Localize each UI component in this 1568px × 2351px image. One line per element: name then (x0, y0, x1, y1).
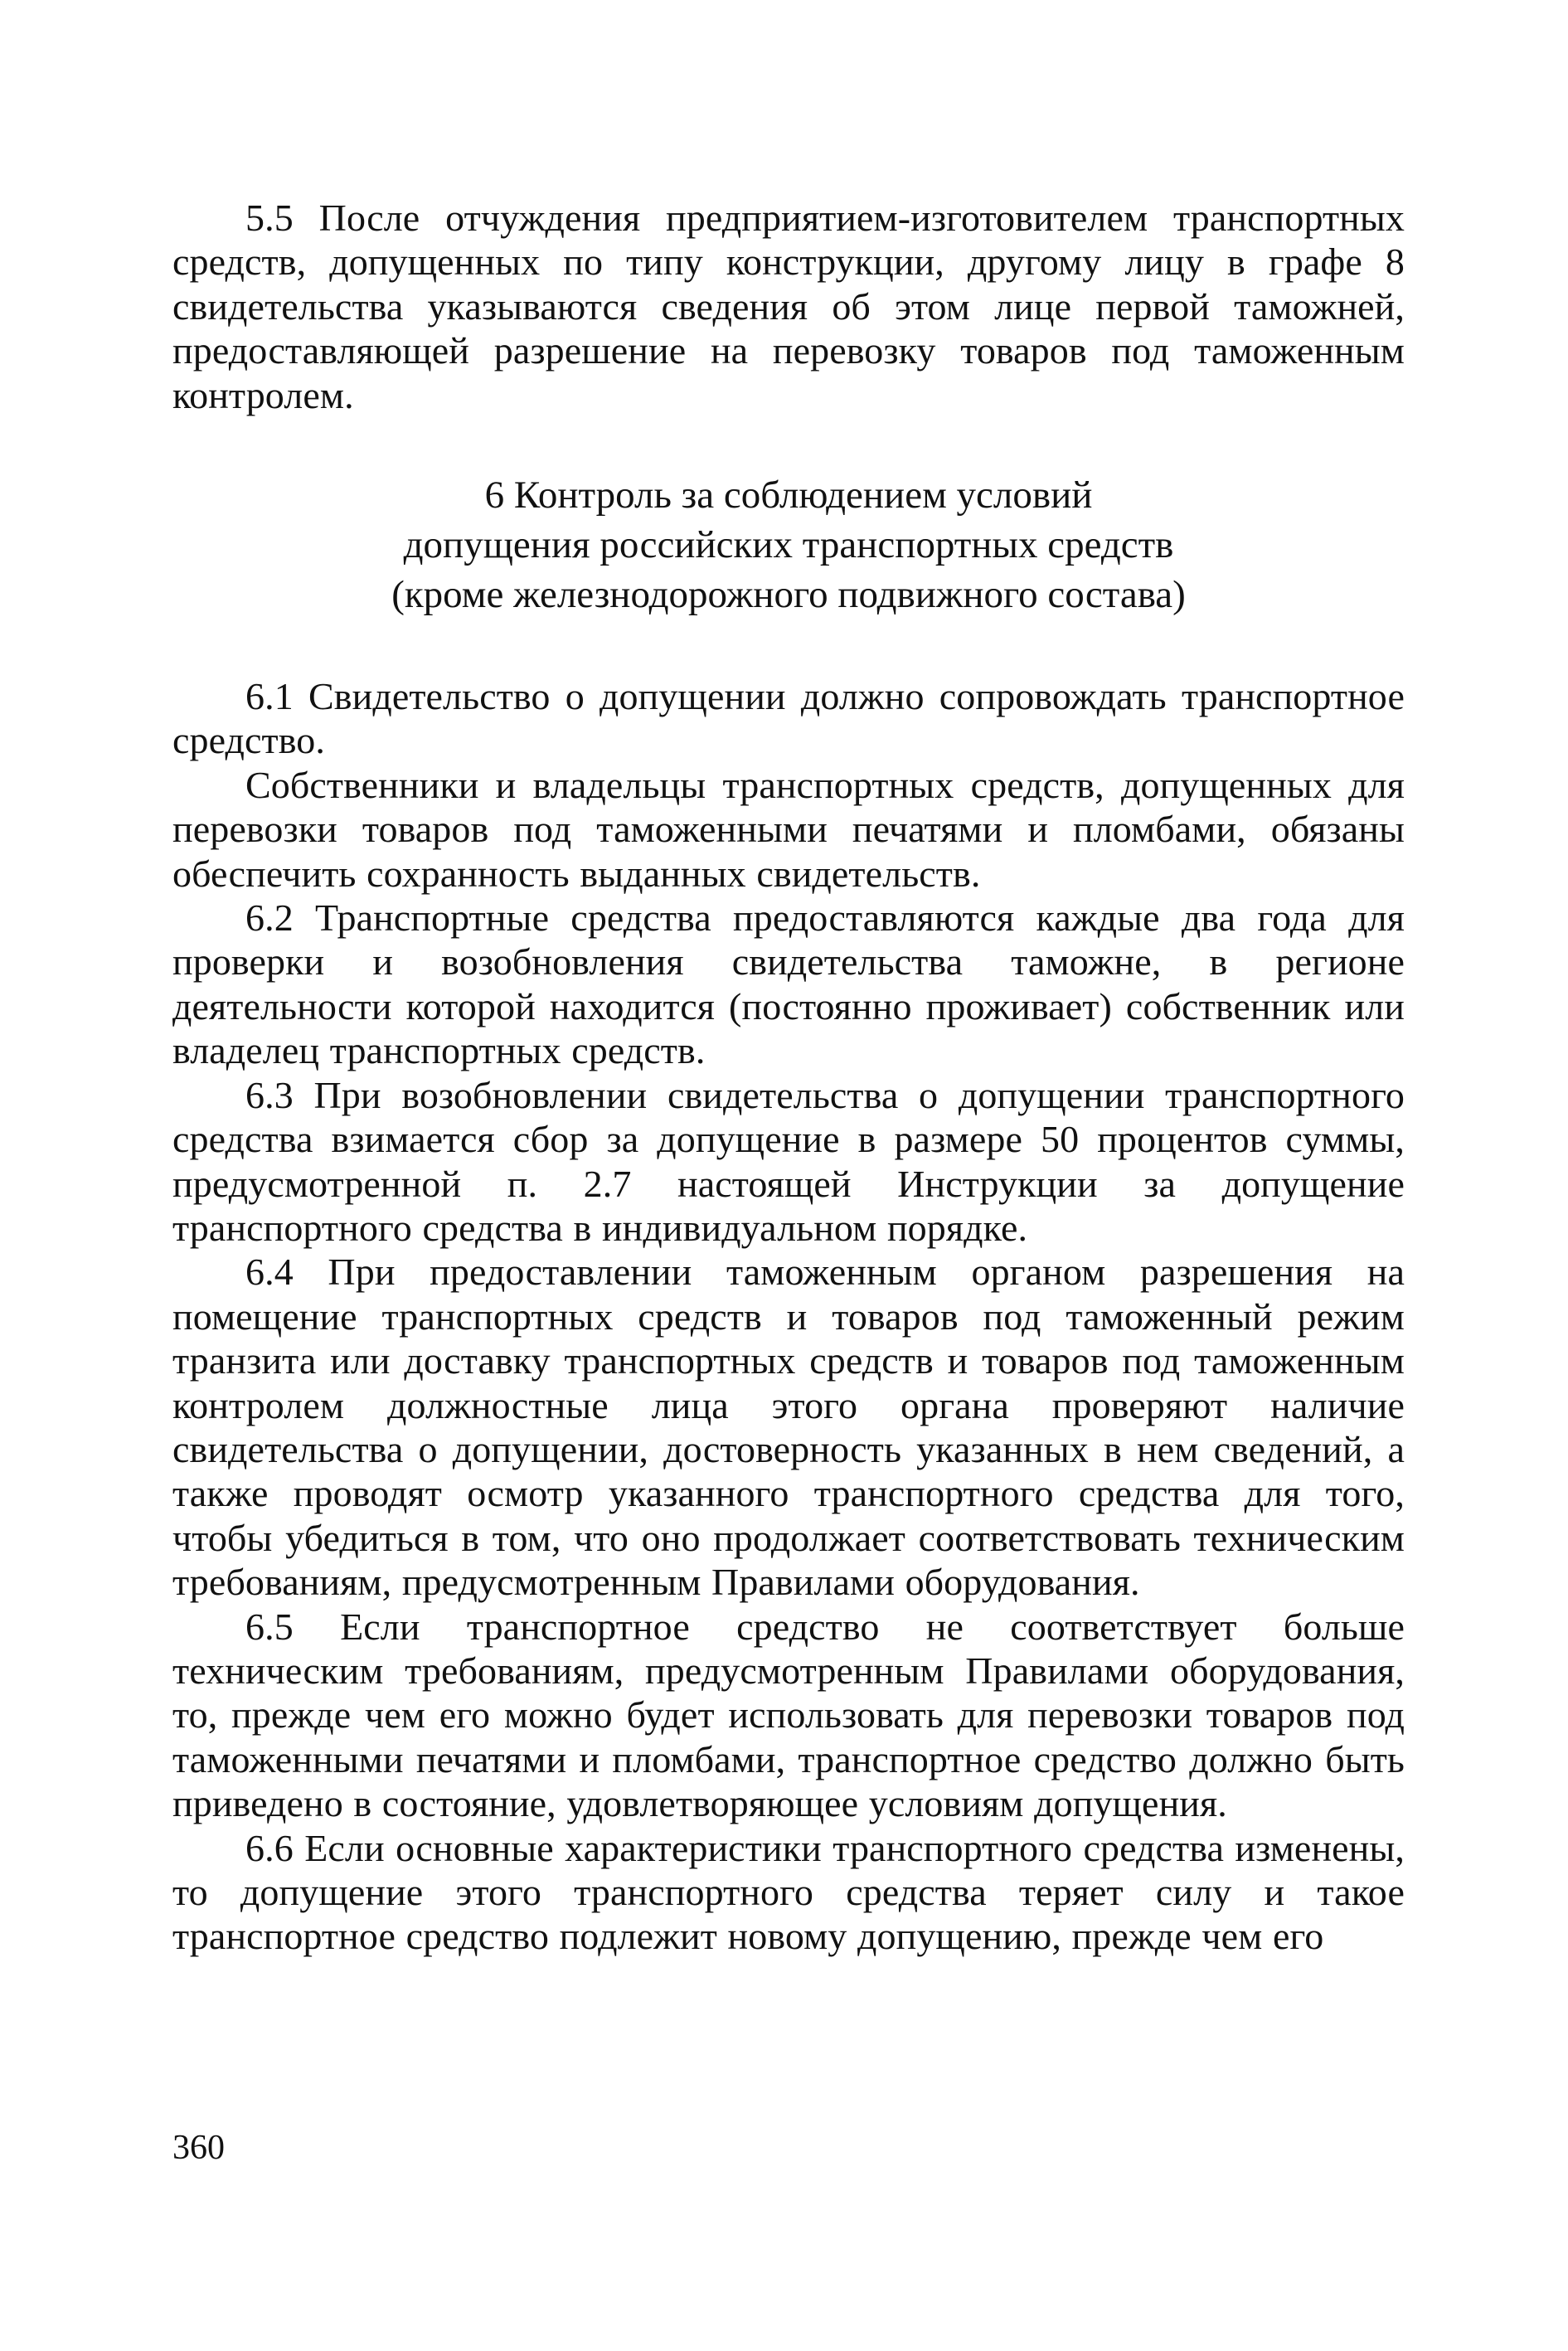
paragraph-6-1: 6.1 Свидетельство о допущении должно сопровождать транспортное средство. (172, 675, 1405, 762)
section-heading (172, 470, 1405, 619)
paragraph-6-5: 6.5 Если транспортное средство не соответствует больше техническим требованиям, предусмотренным Правилами оборудования, то, прежде чем его можно будет использовать для перевозки товаров под таможенными печатями и пломбами, транспортное средство должно быть приведено в состояние, удовлетворяющее условиям допущения. (172, 1605, 1405, 1825)
section-heading-line-3: (кроме железнодорожного подвижного состава) (391, 573, 1186, 617)
section-heading-line-2: допущения российских транспортных средств (403, 523, 1174, 567)
document-body (172, 196, 1405, 1959)
paragraph-6-2: 6.2 Транспортные средства предоставляются каждые два года для проверки и возобновления свидетельства таможне, в регионе деятельности которой находится (постоянно проживает) собственник или владелец транспортных средств. (172, 896, 1405, 1072)
section-heading-line-1: 6 Контроль за соблюдением условий (484, 474, 1093, 517)
paragraph-6-4: 6.4 При предоставлении таможенным органом разрешения на помещение транспортных средств и товаров под таможенный режим транзита или доставку транспортных средств и товаров под таможенным контролем должностные лица этого органа проверяют наличие свидетельства о допущении, достоверность указанных в нем сведений, а также проводят осмотр указанного транспортного средства для того, чтобы убедиться в том, что оно продолжает соответствовать техническим требованиям, предусмотренным Правилами оборудования. (172, 1251, 1405, 1604)
page-number: 360 (172, 2129, 225, 2167)
paragraph-owners: Собственники и владельцы транспортных средств, допущенных для перевозки товаров под таможенными печатями и пломбами, обязаны обеспечить сохранность выданных свидетельств. (172, 763, 1405, 895)
paragraph-6-6: 6.6 Если основные характеристики транспортного средства изменены, то допущение этого транспортного средства теряет силу и такое транспортное средство подлежит новому допущению, прежде чем его (172, 1826, 1405, 1958)
paragraph-6-3: 6.3 При возобновлении свидетельства о допущении транспортного средства взимается сбор за допущение в размере 50 процентов суммы, предусмотренной п. 2.7 настоящей Инструкции за допущение транспортного средства в индивидуальном порядке. (172, 1073, 1405, 1249)
paragraph-5-5: 5.5 После отчуждения предприятием-изготовителем транспортных средств, допущенных по типу конструкции, другому лицу в графе 8 свидетельства указываются сведения об этом лице первой таможней, предоставляющей разрешение на перевозку товаров под таможенным контролем. (172, 197, 1405, 416)
